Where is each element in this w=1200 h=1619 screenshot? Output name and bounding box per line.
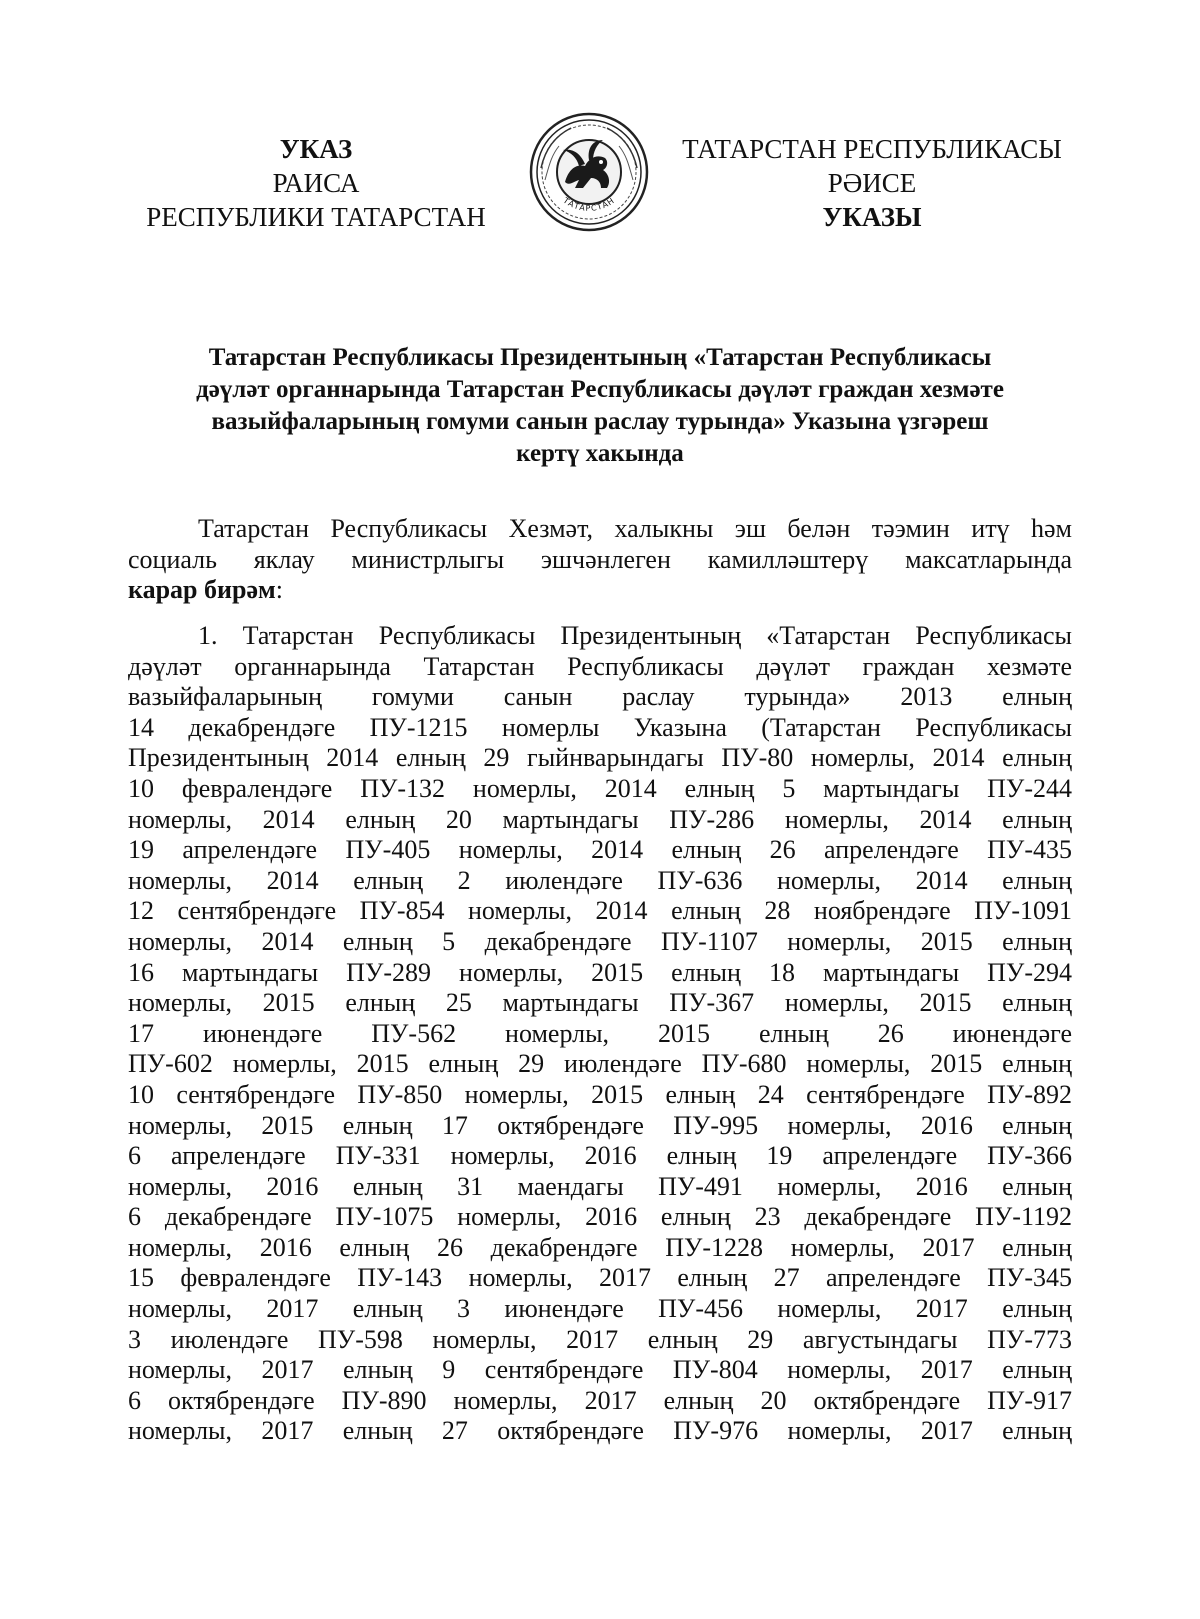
emblem-text: ТАТАРСТАН [561,195,617,213]
paragraph-1-line: 1. Татарстан Республикасы Президентының «Татарстан Республикасы [198,621,1072,650]
title-line: Татарстан Республикасы Президентының «Татарстан Республикасы [208,344,992,371]
paragraph-1-line: 17 июнендәге ПУ-562 номерлы, 2015 елның 26 июнендәге [128,1018,1072,1048]
paragraph-1-line: номерлы, 2015 елның 17 октябрендәге ПУ-995 номерлы, 2016 елның [128,1110,1072,1140]
header-right-line-2: РӘИСЕ [827,168,917,198]
header-left-line-2: РАИСА [272,168,360,198]
header-right-line-3: УКАЗЫ [822,202,922,232]
preamble-colon: : [275,575,283,605]
paragraph-1-line: 10 сентябрендәге ПУ-850 номерлы, 2015 елның 24 сентябрендәге ПУ-892 [128,1079,1072,1109]
preamble-line: социаль яклау министрлыгы эшчәнлеген камилләштерү максатларында [128,544,1072,574]
paragraph-1-line: номерлы, 2017 елның 27 октябрендәге ПУ-976 номерлы, 2017 елның [128,1416,1072,1446]
paragraph-1-line: номерлы, 2014 елның 2 июлендәге ПУ-636 номерлы, 2014 елның [128,865,1072,895]
paragraph-1-line: дәүләт органнарында Татарстан Республикасы дәүләт граждан хезмәте [128,651,1072,681]
paragraph-1 [128,621,1072,1447]
header-left-line-1: УКАЗ [279,134,353,164]
decree-header [0,132,1200,242]
paragraph-1-line: 19 апрелендәге ПУ-405 номерлы, 2014 елның 26 апрелендәге ПУ-435 [128,835,1072,865]
header-right-tatar [672,132,1072,234]
paragraph-1-line: Президентының 2014 елның 29 гыйнварындагы ПУ-80 номерлы, 2014 елның [128,743,1072,773]
header-right-line-1: ТАТАРСТАН РЕСПУБЛИКАСЫ [682,134,1062,164]
paragraph-1-line: 14 декабрендәге ПУ-1215 номерлы Указына (Татарстан Республикасы [128,712,1072,742]
title-line: кертү хакында [516,440,684,467]
paragraph-1-line: 15 февралендәге ПУ-143 номерлы, 2017 елның 27 апрелендәге ПУ-345 [128,1263,1072,1293]
paragraph-1-line: вазыйфаларының гомуми санын раслау турында» 2013 елның [128,682,1072,712]
decree-title [140,342,1060,470]
paragraph-1-line: 6 декабрендәге ПУ-1075 номерлы, 2016 елның 23 декабрендәге ПУ-1192 [128,1202,1072,1232]
tatarstan-emblem-icon [527,110,651,234]
header-left-russian [136,132,496,234]
paragraph-1-line: номерлы, 2017 елның 9 сентябрендәге ПУ-804 номерлы, 2017 елның [128,1355,1072,1385]
paragraph-1-line: 10 февралендәге ПУ-132 номерлы, 2014 елның 5 мартындагы ПУ-244 [128,773,1072,803]
header-left-line-3: РЕСПУБЛИКИ ТАТАРСТАН [146,202,486,232]
title-line: дәүләт органнарында Татарстан Республикасы дәүләт граждан хезмәте [196,376,1004,403]
paragraph-1-line: 3 июлендәге ПУ-598 номерлы, 2017 елның 29 августындагы ПУ-773 [128,1324,1072,1354]
paragraph-1-line: ПУ-602 номерлы, 2015 елның 29 июлендәге ПУ-680 номерлы, 2015 елның [128,1049,1072,1079]
paragraph-1-line: номерлы, 2015 елның 25 мартындагы ПУ-367 номерлы, 2015 елның [128,988,1072,1018]
paragraph-1-line: номерлы, 2014 елның 5 декабрендәге ПУ-1107 номерлы, 2015 елның [128,926,1072,956]
paragraph-1-line: номерлы, 2016 елның 26 декабрендәге ПУ-1228 номерлы, 2017 елның [128,1232,1072,1262]
preamble-paragraph [128,514,1072,606]
paragraph-1-line: номерлы, 2017 елның 3 июнендәге ПУ-456 номерлы, 2017 елның [128,1294,1072,1324]
paragraph-1-line: 6 апрелендәге ПУ-331 номерлы, 2016 елның 19 апрелендәге ПУ-366 [128,1141,1072,1171]
preamble-line [128,575,1072,606]
title-line: вазыйфаларының гомуми санын раслау турында» Указына үзгәреш [211,408,989,435]
preamble-line: Татарстан Республикасы Хезмәт, халыкны эш белән тәэмин итү һәм [198,514,1072,543]
paragraph-1-line: номерлы, 2014 елның 20 мартындагы ПУ-286 номерлы, 2014 елның [128,804,1072,834]
paragraph-1-line: 12 сентябрендәге ПУ-854 номерлы, 2014 елның 28 ноябрендәге ПУ-1091 [128,896,1072,926]
preamble-bold-phrase: карар бирәм [128,575,276,605]
paragraph-1-line: 16 мартындагы ПУ-289 номерлы, 2015 елның 18 мартындагы ПУ-294 [128,957,1072,987]
paragraph-1-line: 6 октябрендәге ПУ-890 номерлы, 2017 елның 20 октябрендәге ПУ-917 [128,1385,1072,1415]
paragraph-1-line: номерлы, 2016 елның 31 маендагы ПУ-491 номерлы, 2016 елның [128,1171,1072,1201]
